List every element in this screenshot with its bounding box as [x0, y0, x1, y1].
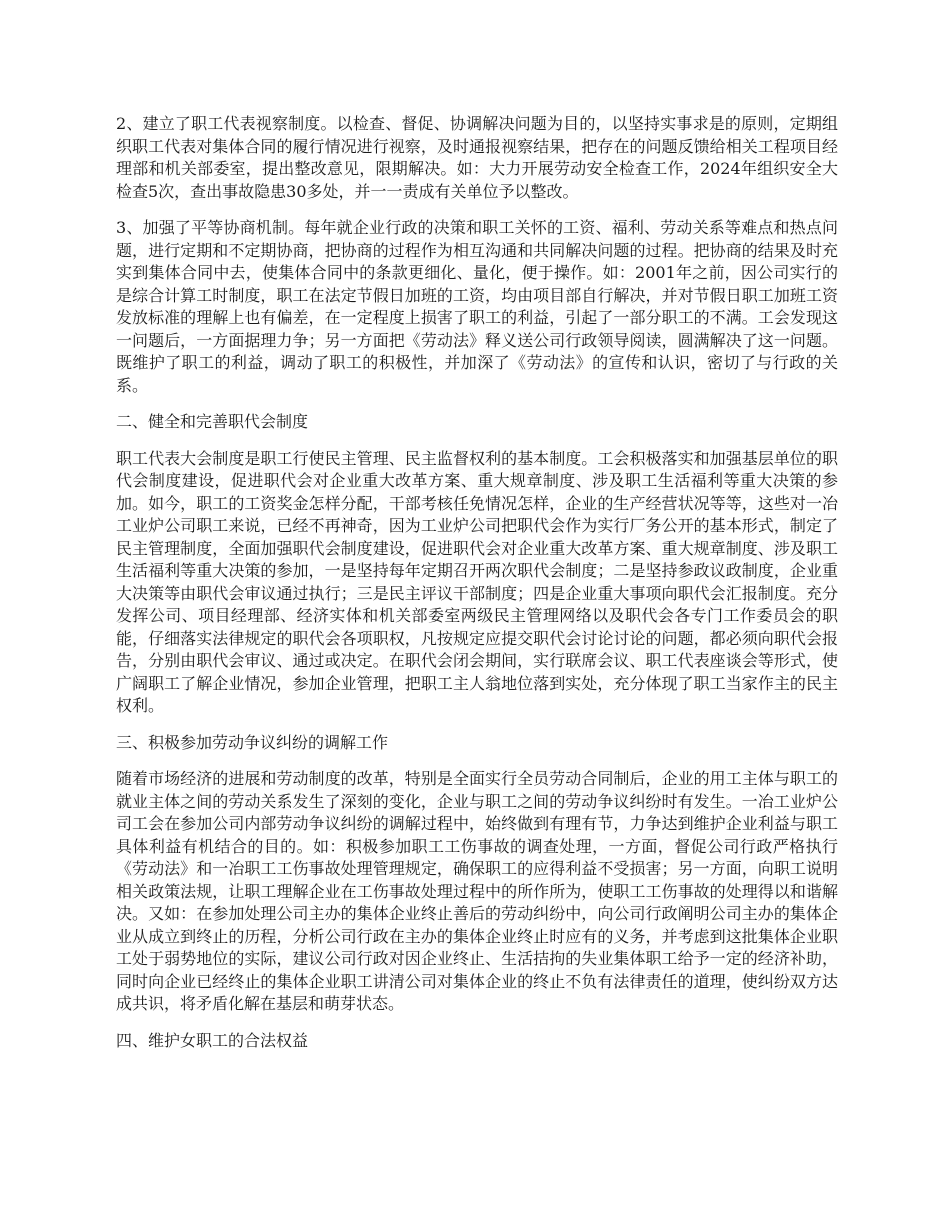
document-page	[116, 113, 838, 1066]
paragraph-equal-consultation: 3、加强了平等协商机制。每年就企业行政的决策和职工关怀的工资、福利、劳动关系等难点和热点问题，进行定期和不定期协商，把协商的过程作为相互沟通和共同解决问题的过程。把协商的结果及时充实到集体合同中去，使集体合同中的条款更细化、量化，便于操作。如：2001年之前，因公司实行的是综合计算工时制度，职工在法定节假日加班的工资，均由项目部自行解决，并对节假日职工加班工资发放标准的理解上也有偏差，在一定程度上损害了职工的利益，引起了一部分职工的不满。工会发现这一问题后，一方面据理力争；另一方面把《劳动法》释义送公司行政领导阅读，圆满解决了这一问题。既维护了职工的利益，调动了职工的积极性，并加深了《劳动法》的宣传和认识，密切了与行政的关系。	[116, 218, 838, 395]
section-heading-2: 二、健全和完善职代会制度	[116, 412, 309, 431]
section-heading-3: 三、积极参加劳动争议纠纷的调解工作	[116, 732, 389, 752]
paragraph-dispute-mediation: 随着市场经济的进展和劳动制度的改革，特别是全面实行全员劳动合同制后，企业的用工主体与职工的就业主体之间的劳动关系发生了深刻的变化，企业与职工之间的劳动争议纠纷时有发生。一冶工业炉公司工会在参加公司内部劳动争议纠纷的调解过程中，始终做到有理有节，力争达到维护企业利益与职工具体利益有机结合的目的。如：积极参加职工工伤事故的调查处理，一方面，督促公司行政严格执行《劳动法》和一冶职工工伤事故处理管理规定，确保职工的应得利益不受损害；另一方面，向职工说明相关政策法规，让职工理解企业在工伤事故处理过程中的所作所为，使职工工伤事故的处理得以和谐解决。又如：在参加处理公司主办的集体企业终止善后的劳动纠纷中，向公司行政阐明公司主办的集体企业从成立到终止的历程，分析公司行政在主办的集体企业终止时应有的义务，并考虑到这批集体企业职工处于弱势地位的实际，建议公司行政对因企业终止、生活拮拘的失业集体职工给予一定的经济补助，同时向企业已经终止的集体企业职工讲清公司对集体企业的终止不负有法律责任的道理，使纠纷双方达成共识，将矛盾化解在基层和萌芽状态。	[116, 769, 838, 1013]
paragraph-worker-inspection: 2、建立了职工代表视察制度。以检查、督促、协调解决问题为目的，以坚持实事求是的原则，定期组织职工代表对集体合同的履行情况进行视察，及时通报视察结果，把存在的问题反馈给相关工程项目经理部和机关部委室，提出整改意见，限期解决。如：大力开展劳动安全检查工作，2024年组织安全大检查5次，查出事故隐患30多处，并一一责成有关单位予以整改。	[116, 114, 838, 201]
paragraph-congress-system: 职工代表大会制度是职工行使民主管理、民主监督权利的基本制度。工会积极落实和加强基层单位的职代会制度建设，促进职代会对企业重大改革方案、重大规章制度、涉及职工生活福利等重大决策的参加。如今，职工的工资奖金怎样分配，干部考核任免情况怎样，企业的生产经营状况等等，这些对一冶工业炉公司职工来说，已经不再神奇，因为工业炉公司把职代会作为实行厂务公开的基本形式，制定了民主管理制度，全面加强职代会制度建设，促进职代会对企业重大改革方案、重大规章制度、涉及职工生活福利等重大决策的参加，一是坚持每年定期召开两次职代会制度；二是坚持参政议政制度，企业重大决策等由职代会审议通过执行；三是民主评议干部制度；四是企业重大事项向职代会汇报制度。充分发挥公司、项目经理部、经济实体和机关部委室两级民主管理网络以及职代会各专门工作委员会的职能，仔细落实法律规定的职代会各项职权，凡按规定应提交职代会讨论讨论的问题，都必须向职代会报告，分别由职代会审议、通过或决定。在职代会闭会期间，实行联席会议、职工代表座谈会等形式，使广阔职工了解企业情况，参加企业管理，把职工主人翁地位落到实处，充分体现了职工当家作主的民主权利。	[116, 448, 838, 715]
section-heading-4: 四、维护女职工的合法权益	[116, 1030, 309, 1050]
